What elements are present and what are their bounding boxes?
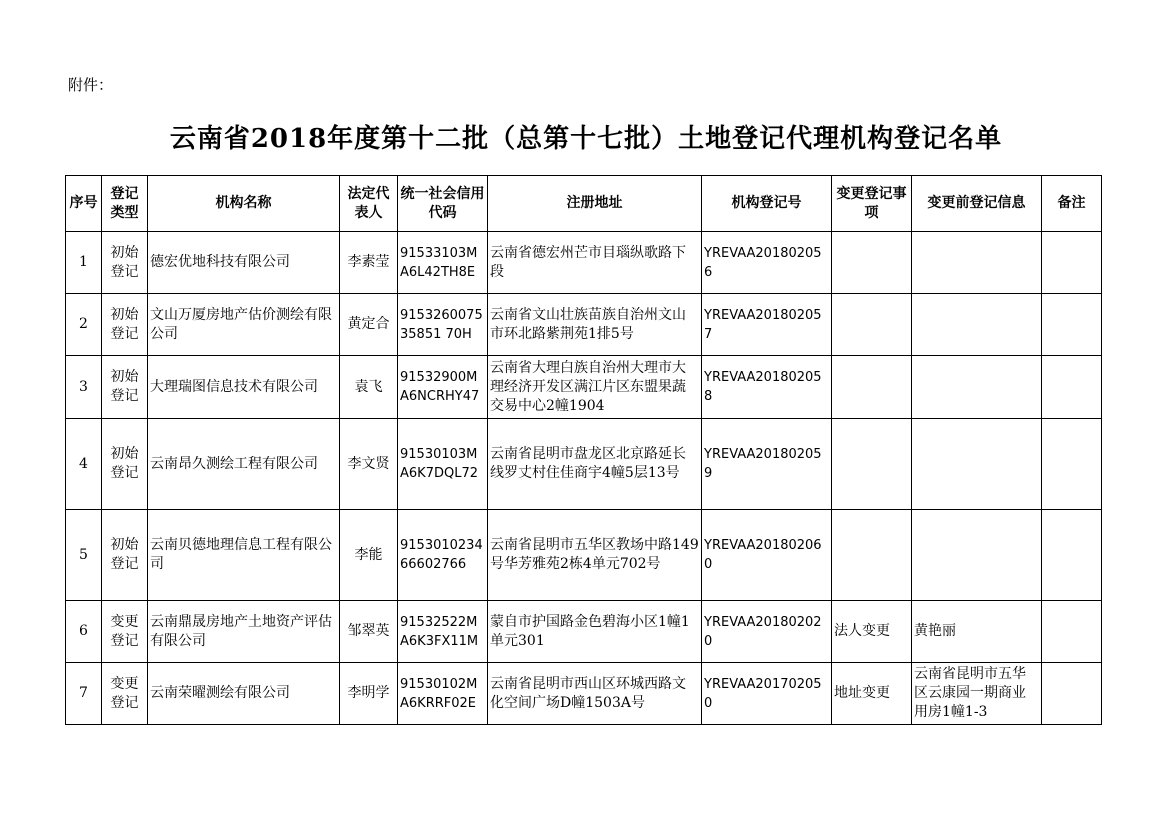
cell-name: 云南荣曜测绘有限公司 [148, 663, 340, 725]
cell-rep: 李文贤 [340, 419, 398, 510]
cell-reg-no: YREVAA201802020 [702, 601, 832, 663]
cell-code: 91533103MA6L42TH8E [398, 232, 488, 294]
cell-prev-info [912, 510, 1042, 601]
cell-no: 7 [66, 663, 102, 725]
table-header-row [66, 176, 1102, 232]
registration-table [65, 175, 1102, 725]
cell-rep: 邹翠英 [340, 601, 398, 663]
cell-reg-no: YREVAA201702050 [702, 663, 832, 725]
cell-code: 91532522MA6K3FX11M [398, 601, 488, 663]
cell-type: 变更登记 [102, 663, 148, 725]
cell-type: 初始登记 [102, 294, 148, 356]
cell-reg-no: YREVAA201802056 [702, 232, 832, 294]
header-reg-no: 机构登记号 [702, 176, 832, 232]
table-row [66, 419, 1102, 510]
cell-change-item: 地址变更 [832, 663, 912, 725]
cell-change-item [832, 356, 912, 419]
cell-name: 德宏优地科技有限公司 [148, 232, 340, 294]
cell-rep: 李能 [340, 510, 398, 601]
cell-name: 云南鼎晟房地产土地资产评估有限公司 [148, 601, 340, 663]
header-rep: 法定代表人 [340, 176, 398, 232]
cell-no: 4 [66, 419, 102, 510]
header-prev-info: 变更前登记信息 [912, 176, 1042, 232]
cell-no: 5 [66, 510, 102, 601]
cell-name: 云南昂久测绘工程有限公司 [148, 419, 340, 510]
cell-prev-info [912, 294, 1042, 356]
cell-name: 文山万厦房地产估价测绘有限公司 [148, 294, 340, 356]
cell-prev-info [912, 232, 1042, 294]
cell-type: 初始登记 [102, 510, 148, 601]
cell-type: 初始登记 [102, 356, 148, 419]
cell-address: 蒙自市护国路金色碧海小区1幢1单元301 [488, 601, 702, 663]
cell-note [1042, 356, 1102, 419]
cell-rep: 李明学 [340, 663, 398, 725]
cell-no: 1 [66, 232, 102, 294]
cell-code: 915326007535851 70H [398, 294, 488, 356]
cell-type: 变更登记 [102, 601, 148, 663]
cell-rep: 袁飞 [340, 356, 398, 419]
cell-address: 云南省昆明市五华区教场中路149号华芳雅苑2栋4单元702号 [488, 510, 702, 601]
cell-address: 云南省昆明市西山区环城西路文化空间广场D幢1503A号 [488, 663, 702, 725]
cell-type: 初始登记 [102, 232, 148, 294]
cell-name: 云南贝德地理信息工程有限公司 [148, 510, 340, 601]
header-type: 登记类型 [102, 176, 148, 232]
cell-rep: 李素莹 [340, 232, 398, 294]
cell-address: 云南省昆明市盘龙区北京路延长线罗丈村住佳商宇4幢5层13号 [488, 419, 702, 510]
cell-reg-no: YREVAA201802057 [702, 294, 832, 356]
cell-prev-info: 黄艳丽 [912, 601, 1042, 663]
cell-prev-info [912, 356, 1042, 419]
cell-change-item [832, 294, 912, 356]
header-code: 统一社会信用代码 [398, 176, 488, 232]
cell-rep: 黄定合 [340, 294, 398, 356]
header-no: 序号 [66, 176, 102, 232]
cell-code: 91530103MA6K7DQL72 [398, 419, 488, 510]
header-note: 备注 [1042, 176, 1102, 232]
cell-code: 91530102MA6KRRF02E [398, 663, 488, 725]
table-row [66, 601, 1102, 663]
header-address: 注册地址 [488, 176, 702, 232]
attachment-label: 附件： [68, 76, 114, 94]
header-name: 机构名称 [148, 176, 340, 232]
cell-prev-info: 云南省昆明市五华区云康园一期商业用房1幢1-3 [912, 663, 1042, 725]
cell-note [1042, 663, 1102, 725]
cell-change-item [832, 419, 912, 510]
cell-no: 6 [66, 601, 102, 663]
cell-reg-no: YREVAA201802058 [702, 356, 832, 419]
cell-address: 云南省大理白族自治州大理市大理经济开发区满江片区东盟果蔬交易中心2幢1904 [488, 356, 702, 419]
cell-change-item [832, 510, 912, 601]
cell-code: 915301023466602766 [398, 510, 488, 601]
cell-type: 初始登记 [102, 419, 148, 510]
cell-note [1042, 419, 1102, 510]
table-row [66, 294, 1102, 356]
table-row [66, 232, 1102, 294]
cell-reg-no: YREVAA201802059 [702, 419, 832, 510]
cell-address: 云南省德宏州芒市目瑙纵歌路下段 [488, 232, 702, 294]
cell-change-item [832, 232, 912, 294]
header-change-item: 变更登记事项 [832, 176, 912, 232]
cell-change-item: 法人变更 [832, 601, 912, 663]
cell-note [1042, 601, 1102, 663]
cell-no: 2 [66, 294, 102, 356]
cell-code: 91532900MA6NCRHY47 [398, 356, 488, 419]
cell-name: 大理瑞图信息技术有限公司 [148, 356, 340, 419]
cell-address: 云南省文山壮族苗族自治州文山市环北路紫荆苑1排5号 [488, 294, 702, 356]
cell-reg-no: YREVAA201802060 [702, 510, 832, 601]
cell-no: 3 [66, 356, 102, 419]
cell-note [1042, 294, 1102, 356]
table-row [66, 663, 1102, 725]
table-row [66, 510, 1102, 601]
cell-note [1042, 232, 1102, 294]
cell-note [1042, 510, 1102, 601]
table-row [66, 356, 1102, 419]
page-title: 云南省2018年度第十二批（总第十七批）土地登记代理机构登记名单 [169, 124, 1003, 154]
cell-prev-info [912, 419, 1042, 510]
